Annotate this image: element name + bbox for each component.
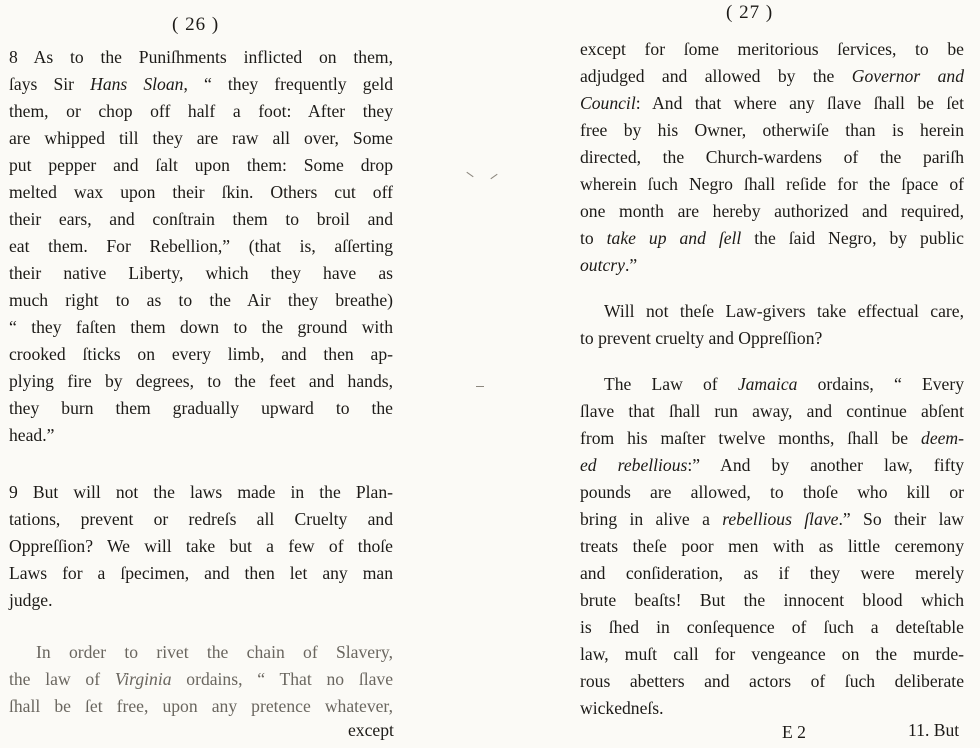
right-page [490,0,980,748]
text-line: are whipped till they are raw all over, Some [9,128,393,148]
text-line: brute beaſts! But the innocent blood which [580,590,964,610]
signature-mark: E 2 [782,722,806,742]
text-line: In order to rivet the chain of Slavery, [36,642,393,662]
text-line: Council: And that where any ſlave ſhall be ſet [580,93,964,113]
text-line: plying fire by degrees, to the feet and hands, [9,371,393,391]
text-line: ed rebellious:” And by another law, fifty [580,455,965,475]
text-line: melted wax upon their ſkin. Others cut off [9,182,393,202]
text-line: pounds are allowed, to thoſe who kill or [580,482,964,502]
text-line: they burn them gradually upward to the [9,398,393,418]
text-line: “ they faſten them down to the ground with [9,317,393,337]
text-line: treats theſe poor men with as little ceremony [580,536,964,556]
text-line: tations, prevent or redreſs all Cruelty and [9,509,393,529]
text-line: ſays Sir Hans Sloan, “ they frequently geld [9,74,394,94]
text-line: them, or chop off half a foot: After they [9,101,393,121]
text-line: wherein ſuch Negro ſhall reſide for the ſpace of [580,174,964,194]
gutter-mark [476,386,484,387]
text-line: is ſhed in conſequence of ſuch a deteſtable [580,617,964,637]
text-line: 9 But will not the laws made in the Plan- [9,482,393,502]
text-line: wickedneſs. [580,698,664,718]
text-line: law, muſt call for vengeance on the murde- [580,644,964,664]
catchword: except [348,720,394,740]
text-line: to take up and ſell the ſaid Negro, by public [580,228,964,248]
text-line: 8 As to the Puniſhments inflicted on them, [9,47,393,67]
text-line: Laws for a ſpecimen, and then let any man [9,563,393,583]
text-line: their ears, and conſtrain them to broil and [9,209,393,229]
text-line: except for ſome meritorious ſervices, to be [580,39,964,59]
text-line: their native Liberty, which they have as [9,263,393,283]
text-line: Oppreſſion? We will take but a few of thoſe [9,536,393,556]
page-number-26: ( 26 ) [172,14,220,35]
text-line: to prevent cruelty and Oppreſſion? [580,328,823,348]
text-line: head.” [9,425,55,445]
text-line: ſhall be ſet free, upon any pretence whatever, [9,696,393,716]
catchword: 11. But [908,720,960,740]
text-line: one month are hereby authorized and required, [580,201,964,221]
text-line: free by his Owner, otherwiſe than is herein [580,120,964,140]
text-line: crooked ſticks on every limb, and then ap- [9,344,393,364]
text-line: outcry.” [580,255,638,275]
text-line: put pepper and ſalt upon them: Some drop [9,155,393,175]
text-line: Will not theſe Law-givers take effectual care, [604,301,964,321]
text-line: the law of Virginia ordains, “ That no ſlave [9,669,394,689]
text-line: much right to as to the Air they breathe) [9,290,393,310]
text-line: The Law of Jamaica ordains, “ Every [604,374,964,394]
text-line: and conſideration, as if they were merely [580,563,964,583]
text-line: ſlave that ſhall run away, and continue abſent [580,401,964,421]
text-line: directed, the Church-wardens of the pariſh [580,147,964,167]
text-line: eat them. For Rebellion,” (that is, aſſerting [9,236,393,256]
text-line: adjudged and allowed by the Governor and [580,66,964,86]
text-line: judge. [9,590,53,610]
text-line: from his maſter twelve months, ſhall be deem- [580,428,964,448]
page-number-27: ( 27 ) [726,2,774,23]
text-line: bring in alive a rebellious ſlave.” So their law [580,509,964,529]
text-line: rous abetters and actors of ſuch deliberate [580,671,964,691]
